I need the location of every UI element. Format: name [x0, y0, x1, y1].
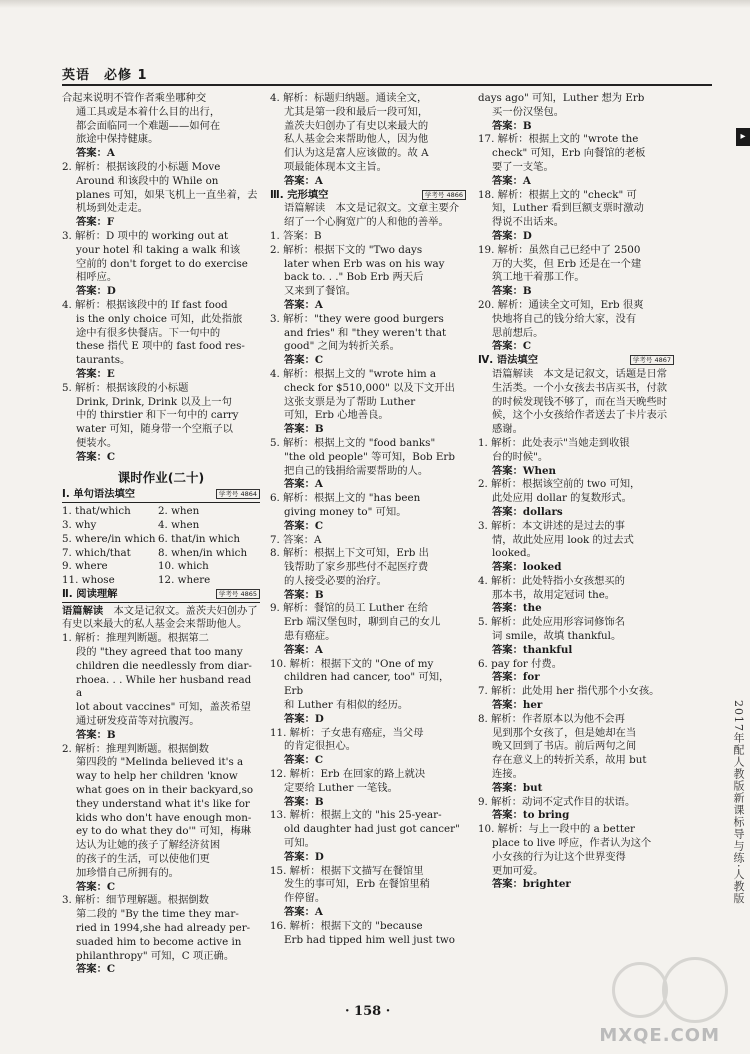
explanation-line: days ago" 可知，Luther 想为 Erb [478, 92, 645, 104]
explanation-line: 把自己的钱捐给需要帮助的人。 [284, 464, 429, 477]
explanation-line: 4. 解析：标题归纳题。通读全文， [270, 92, 428, 104]
edge-tab-marker: ▸ [736, 128, 750, 146]
explanation-line: 5. 解析：此处应用形容词修饰名 [478, 616, 625, 629]
explanation-line: 们认为这是富人应该做的。故 A [284, 147, 429, 160]
explanation-line: 17. 解析：根据上文的 "wrote the [478, 133, 639, 146]
explanation-line: 达认为让她的孩子了解经济贫困 [76, 839, 221, 852]
explanation-line: place to live 呼应，作者认为这个 [492, 837, 652, 850]
passage-intro: 语篇解读 本文是记叙文。文章主要介绍了一个心胸宽广的人和他的善举。 [284, 202, 460, 229]
explanation-line: philanthropy" 可知，C 项正确。 [76, 949, 235, 962]
explanation-line: 3. 解析："they were good burgers [270, 312, 444, 325]
explanation-line: 那本书，故用定冠词 the。 [492, 588, 616, 601]
grammar-answer: 2. when [158, 505, 200, 518]
explanation-line: 4. 解析：根据上文的 "wrote him a [270, 367, 437, 380]
answer-line: 答案：B [492, 285, 532, 298]
explanation-line: giving money to" 可知。 [284, 505, 407, 518]
explanation-line: 思前想后。 [492, 326, 544, 339]
explanation-line: 得说不出话来。 [492, 216, 565, 229]
section-heading: Ⅰ. 单句语法填空 学考号 4864 [62, 488, 260, 503]
explanation-line: 途中有很多快餐店。下一句中的 [76, 326, 221, 339]
answer-line: 答案：A [284, 298, 323, 311]
top-scan-band [0, 0, 750, 8]
explanation-line: 情，故此处应用 look 的过去式 [492, 533, 634, 546]
explanation-line: they understand what it's like for [76, 797, 250, 810]
explanation-line: 15. 解析：根据下文描写在餐馆里 [270, 864, 424, 877]
explanation-line: 2. 解析：推理判断题。根据倒数 [62, 742, 209, 755]
explanation-line: 连接。 [492, 768, 523, 781]
explanation-line: 4. 解析：此处特指小女孩想买的 [478, 574, 625, 587]
intro-text: 本文是记叙文。盖茨夫妇创办了有史以来最大的私人基金会来帮助他人。 [62, 604, 258, 631]
explanation-line: and fries" 和 "they weren't that [284, 326, 447, 339]
explanation-line: 发生的事可知，Erb 在餐馆里稍 [284, 878, 430, 891]
continuation-text-line: 都会面临同一个难题——如何在 [76, 119, 221, 132]
grammar-answer: 5. where/in which [62, 532, 156, 545]
explanation-line: 这张支票是为了帮助 Luther [284, 395, 416, 408]
explanation-line: is the only choice 可知，此处指旅 [76, 312, 243, 325]
grammar-answer: 10. which [158, 560, 209, 573]
explanation-line: 便装水。 [76, 436, 118, 449]
answer-line: 答案：brighter [492, 878, 571, 891]
grammar-answer: 8. when/in which [158, 546, 248, 559]
explanation-line: good" 之间为转折关系。 [284, 340, 400, 353]
grammar-answer-grid [62, 505, 260, 588]
explanation-line: old daughter had just got cancer" [284, 823, 460, 836]
explanation-line: 又来到了餐馆。 [284, 285, 357, 298]
explanation-line: check" 可知，Erb 向餐馆的老板 [492, 147, 646, 160]
grammar-answer: 3. why [62, 518, 97, 531]
explanation-line: 定要给 Luther 一笔钱。 [284, 781, 398, 794]
explanation-line: 作停留。 [284, 892, 326, 905]
answer-line: 答案：B [492, 119, 532, 132]
answer-line: 答案：A [492, 174, 531, 187]
explanation-line: planes 可知，如果飞机上一直坐着，去 [76, 188, 258, 201]
explanation-line: 段的 "they agreed that too many [76, 646, 243, 659]
explanation-line: 的人接受必要的治疗。 [284, 574, 387, 587]
answer-line: 答案：her [492, 699, 543, 712]
explanation-line: back to. . ." Bob Erb 两天后 [284, 271, 424, 284]
explanation-line: 6. pay for 付费。 [478, 657, 563, 670]
explanation-line: these 指代 E 项中的 fast food res- [76, 340, 245, 353]
explanation-line: 通过研发疫苗等对抗腹泻。 [76, 715, 200, 728]
continuation-text-line: 旅途中保持健康。 [76, 133, 159, 146]
explanation-line: 钱帮助了家乡那些付不起医疗费 [284, 561, 429, 574]
explanation-line: children had cancer, too" 可知，Erb [284, 671, 450, 698]
explanation-line: 3. 解析：细节理解题。根据倒数 [62, 894, 209, 907]
answer-line: 答案：A [284, 643, 323, 656]
explanation-line: 9. 解析：餐馆的员工 Luther 在给 [270, 602, 428, 615]
explanation-line: your hotel 和 taking a walk 和该 [76, 243, 241, 256]
stamp-label: 学考号 4867 [630, 355, 674, 365]
explanation-line: 空前的 don't forget to do exercise [76, 257, 248, 270]
explanation-line: 2. 解析：根据下文的 "Two days [270, 243, 423, 256]
explanation-line: 中的 thirstier 和下一句中的 carry [76, 409, 239, 422]
section-heading: Ⅲ. 完形填空 学考号 4866 [270, 189, 466, 203]
explanation-line: 和 Luther 有相似的经历。 [284, 699, 409, 712]
stamp-label: 学考号 4866 [422, 190, 466, 200]
watermark-logo [602, 952, 732, 1032]
grammar-answer: 6. that/in which [158, 532, 240, 545]
explanation-line: way to help her children 'know [76, 770, 238, 783]
answer-line: 答案：F [76, 216, 115, 229]
intro-label: 语篇解读 [62, 604, 114, 617]
explanation-line: 患有癌症。 [284, 630, 336, 643]
explanation-line: 的孩子的生活，可以使他们更 [76, 853, 210, 866]
answer-line: 答案：B [284, 795, 324, 808]
section-heading: Ⅱ. 阅读理解 学考号 4865 [62, 588, 260, 603]
grammar-answer: 12. where [158, 574, 211, 587]
explanation-line: 要了一支笔。 [492, 160, 554, 173]
explanation-line: 3. 解析：D 项中的 working out at [62, 229, 229, 242]
grammar-answer: 1. that/which [62, 505, 131, 518]
explanation-line: 18. 解析：根据上文的 "check" 可 [478, 188, 637, 201]
section-heading: Ⅳ. 语法填空 学考号 4867 [478, 354, 674, 368]
explanation-line: 可知，Erb 心地善良。 [284, 409, 389, 422]
explanation-line: 4. 解析：根据该段中的 If fast food [62, 298, 228, 311]
explanation-line: 更加可爱。 [492, 864, 544, 877]
grammar-answer: 7. which/that [62, 546, 131, 559]
answer-line: 答案：A [76, 147, 115, 160]
explanation-line: rhoea. . . While her husband read a [76, 673, 252, 700]
watermark-text: MXQE.COM [599, 1025, 720, 1046]
explanation-line: lot about vaccines" 可知，盖茨希望 [76, 701, 251, 714]
explanation-line: Around 和该段中的 While on [76, 174, 219, 187]
answer-line: 答案：C [76, 880, 116, 893]
explanation-line: 词 smile，故填 thankful。 [492, 630, 622, 643]
explanation-line: later when Erb was on his way [284, 257, 445, 270]
explanation-line: 晚又回到了书店。前后两句之间 [492, 740, 637, 753]
explanation-line: 存在意义上的转折关系，故用 but [492, 754, 647, 767]
answer-line: 答案：D [492, 229, 532, 242]
explanation-line: 8. 解析：根据上下文可知，Erb 出 [270, 547, 429, 560]
answer-line: 答案：C [284, 354, 324, 367]
explanation-line: 7. 答案：A [270, 533, 322, 546]
explanation-line: 1. 答案：B [270, 229, 322, 242]
answer-line: 答案：B [284, 588, 324, 601]
passage-intro [62, 605, 260, 633]
explanation-line: 知，Luther 看到巨额支票时激动 [492, 202, 644, 215]
explanation-line: looked。 [492, 547, 537, 560]
explanation-line: 可知。 [284, 837, 315, 850]
answer-line: 答案：B [76, 728, 116, 741]
explanation-line: check for $510,000" 以及下文开出 [284, 381, 455, 394]
answer-line: 答案：A [284, 478, 323, 491]
explanation-line: 快地将自己的钱分给大家，没有 [492, 312, 637, 325]
explanation-line: 12. 解析：Erb 在回家的路上就决 [270, 768, 426, 781]
explanation-line: 台的时候"。 [492, 450, 549, 463]
explanation-line: water 可知，随身带一个空瓶子以 [76, 423, 233, 436]
explanation-line: 2. 解析：根据该空前的 two 可知， [478, 478, 641, 491]
explanation-line: Erb had tipped him well just two [284, 933, 455, 946]
explanation-line: 1. 解析：推理判断题。根据第二 [62, 632, 209, 645]
explanation-line: 13. 解析：根据上文的 "his 25-year- [270, 809, 442, 822]
explanation-line: 相呼应。 [76, 271, 118, 284]
stamp-label: 学考号 4865 [216, 589, 260, 599]
grammar-answer: 4. when [158, 518, 200, 531]
page-number: · 158 · [345, 1004, 391, 1019]
column-2 [270, 92, 466, 947]
explanation-line: 的肯定很担心。 [284, 740, 357, 753]
explanation-line: 买一份汉堡包。 [492, 105, 565, 118]
passage-intro: 语篇解读 本文是记叙文，话题是日常生活类。一个小女孩去书店买书，付款的时候发现钱不够了，而在当天晚些时候，这个小女孩给作者送去了卡片表示感谢。 [492, 367, 668, 436]
explanation-line: 3. 解析：本文讲述的是过去的事 [478, 519, 625, 532]
explanation-line: 项最能体现本文主旨。 [284, 160, 387, 173]
explanation-line: 7. 解析：此处用 her 指代那个小女孩。 [478, 685, 660, 698]
explanation-line: 加珍惜自己所拥有的。 [76, 866, 179, 879]
explanation-line: 万的大奖，但 Erb 还是在一个建 [492, 257, 642, 270]
answer-line: 答案：D [76, 285, 116, 298]
explanation-line: children die needlessly from diar- [76, 659, 252, 672]
continuation-text-line: 通工具或是本着什么目的出行， [76, 105, 221, 118]
explanation-line: 19. 解析：虽然自己已经中了 2500 [478, 243, 641, 256]
answer-line: 答案：A [284, 174, 323, 187]
explanation-line: 见到那个女孩了，但是她却在当 [492, 726, 637, 739]
continuation-text-line: 合起来说明不管作者乘坐哪种交 [62, 92, 207, 104]
grammar-answer: 11. whose [62, 574, 115, 587]
answer-line: 答案：C [492, 340, 532, 353]
answer-line: 答案：C [284, 754, 324, 767]
answer-line: 答案：thankful [492, 643, 573, 656]
answer-line: 答案：D [284, 850, 324, 863]
answer-line: 答案：D [284, 712, 324, 725]
explanation-line: ey to do what they do'" 可知，梅琳 [76, 825, 251, 838]
explanation-line: 机场到处走走。 [76, 202, 149, 215]
answer-line: 答案：C [284, 519, 324, 532]
explanation-line: 尤其是第一段和最后一段可知， [284, 105, 429, 118]
explanation-line: kids who don't have enough mon- [76, 811, 252, 824]
explanation-line: 10. 解析：根据下文的 "One of my [270, 657, 434, 670]
explanation-line: 私人基金会来帮助他人，因为他 [284, 133, 429, 146]
answer-line: 答案：the [492, 602, 542, 615]
answer-line: 答案：to bring [492, 809, 570, 822]
answer-line: 答案：A [284, 906, 323, 919]
answer-line: 答案：C [76, 963, 116, 976]
explanation-line: suaded him to become active in [76, 935, 242, 948]
answer-line: 答案：but [492, 781, 543, 794]
explanation-line: 此处应用 dollar 的复数形式。 [492, 492, 632, 505]
explanation-line: Drink, Drink, Drink 以及上一句 [76, 395, 232, 408]
answer-line: 答案：for [492, 671, 540, 684]
explanation-line: 盖茨夫妇创办了有史以来最大的 [284, 119, 429, 132]
explanation-line: 8. 解析：作者原本以为他不会再 [478, 712, 625, 725]
explanation-line: "the old people" 等可知，Bob Erb [284, 450, 455, 463]
answer-line: 答案：When [492, 464, 556, 477]
explanation-line: 10. 解析：与上一段中的 a better [478, 823, 635, 836]
header-rule [62, 84, 712, 86]
answer-line: 答案：C [76, 450, 116, 463]
explanation-line: 1. 解析：此处表示"当她走到收银 [478, 436, 630, 449]
explanation-line: 第四段的 "Melinda believed it's a [76, 756, 244, 769]
explanation-line: Erb 端汉堡包时，聊到自己的女儿 [284, 616, 441, 629]
explanation-line: 11. 解析：子女患有癌症，当父母 [270, 726, 424, 739]
explanation-line: ried in 1994,she had already per- [76, 922, 251, 935]
page-header: 英语 必修 1 [62, 68, 148, 83]
explanation-line: 9. 解析：动词不定式作目的状语。 [478, 795, 636, 808]
explanation-line: 2. 解析：根据该段的小标题 Move [62, 160, 221, 173]
explanation-line: 小女孩的行为让这个世界变得 [492, 850, 626, 863]
explanation-line: what goes on in their backyard,so [76, 784, 254, 797]
explanation-line: 5. 解析：根据该段的小标题 [62, 381, 189, 394]
explanation-line: 6. 解析：根据上文的 "has been [270, 492, 421, 505]
column-3 [478, 92, 674, 892]
answer-line: 答案：B [284, 423, 324, 436]
section-title: 课时作业(二十) [117, 469, 205, 485]
explanation-line: 16. 解析：根据下文的 "because [270, 919, 423, 932]
column-1 [62, 92, 260, 977]
stamp-label: 学考号 4864 [216, 489, 260, 499]
explanation-line: taurants。 [76, 354, 131, 367]
answer-line: 答案：E [76, 367, 115, 380]
answer-line: 答案：dollars [492, 505, 563, 518]
explanation-line: 5. 解析：根据上文的 "food banks" [270, 436, 436, 449]
answer-line: 答案：looked [492, 561, 562, 574]
explanation-line: 第二段的 "By the time they mar- [76, 908, 239, 921]
grammar-answer: 9. where [62, 560, 108, 573]
side-vertical-text: 2017年配人教版新课标导与练·人教版 [732, 700, 745, 905]
explanation-line: 筑工地干着那工作。 [492, 271, 585, 284]
explanation-line: 20. 解析：通读全文可知，Erb 很爽 [478, 298, 644, 311]
